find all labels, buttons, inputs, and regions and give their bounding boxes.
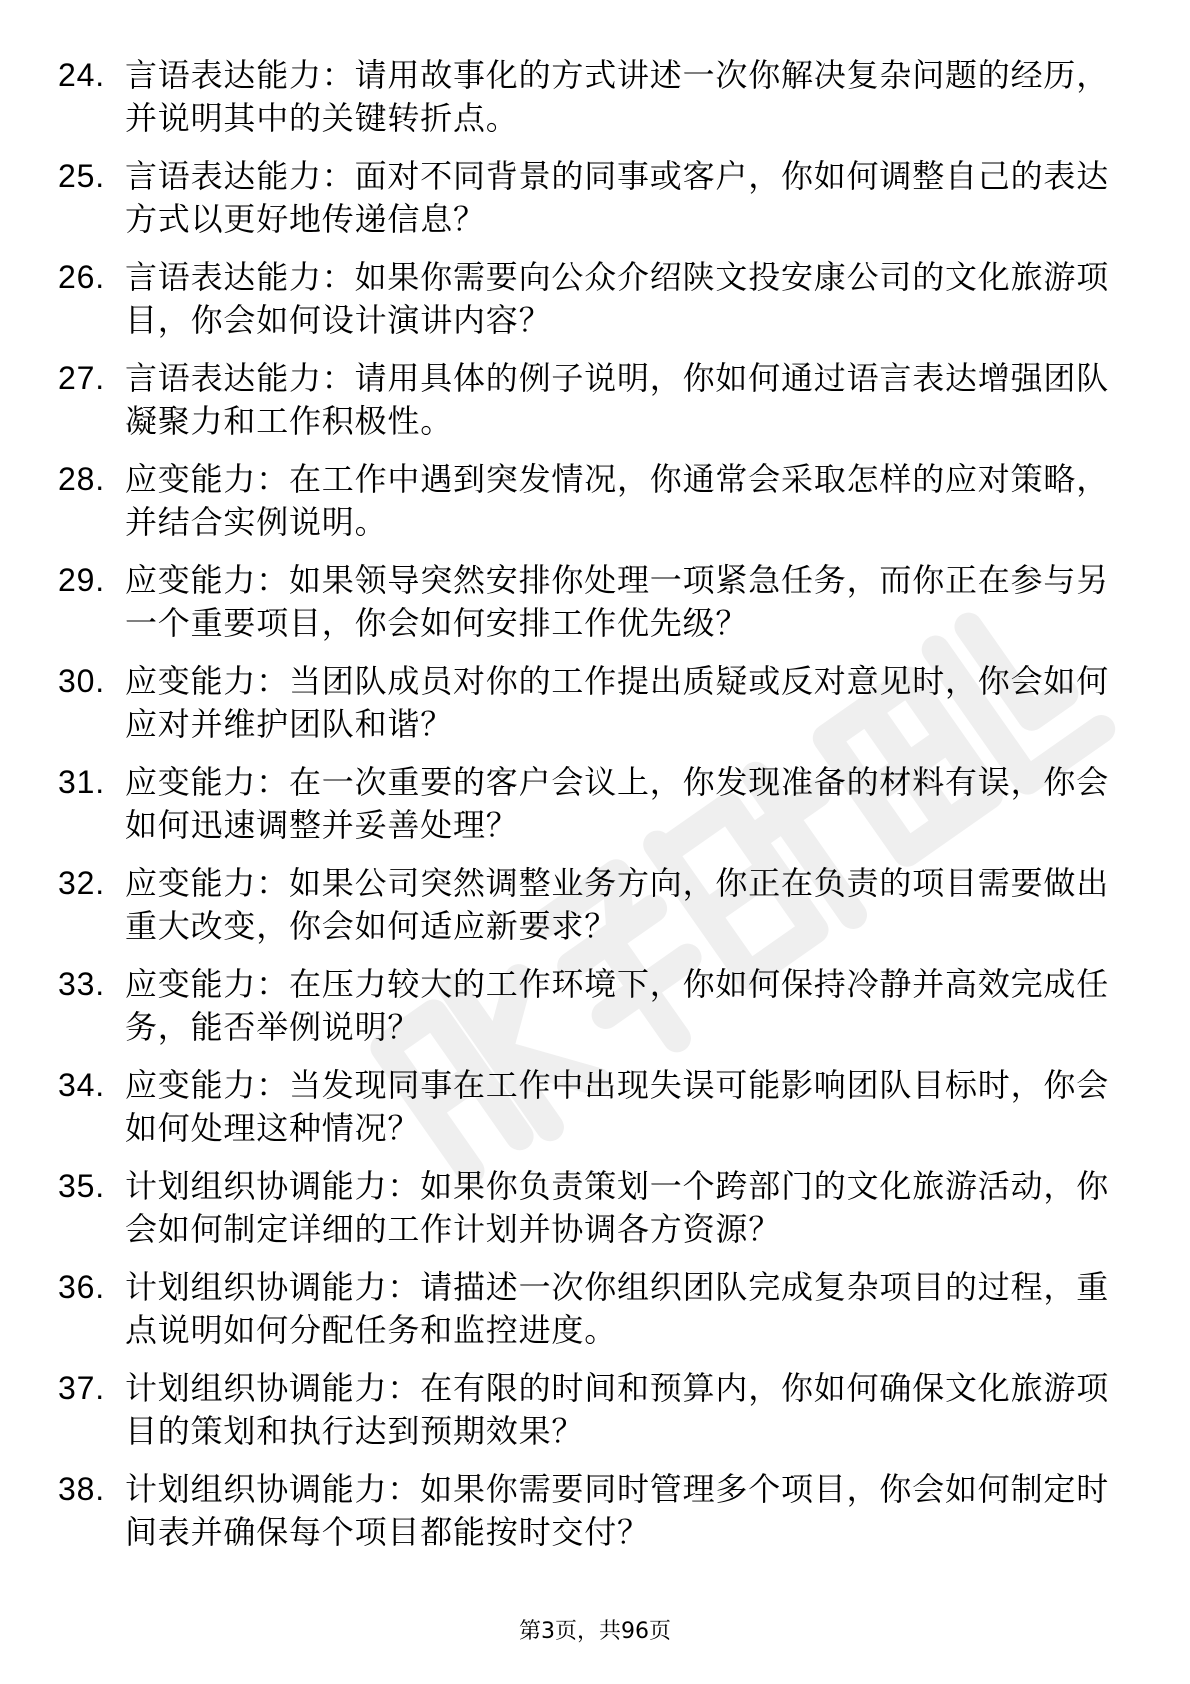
question-text: 应变能力：在压力较大的工作环境下，你如何保持冷静并高效完成任务，能否举例说明？ [125, 965, 1110, 1046]
question-item-36 [58, 1266, 1118, 1367]
question-item-24 [58, 54, 1118, 155]
question-item-28 [58, 458, 1118, 559]
question-text: 应变能力：当团队成员对你的工作提出质疑或反对意见时，你会如何应对并维护团队和谐？ [125, 662, 1110, 743]
question-number: 37. [58, 1370, 105, 1406]
question-item-30 [58, 660, 1118, 761]
question-text: 言语表达能力：如果你需要向公众介绍陕文投安康公司的文化旅游项目，你会如何设计演讲内容？ [125, 258, 1110, 339]
question-number: 36. [58, 1269, 105, 1305]
question-item-31 [58, 761, 1118, 862]
question-text: 言语表达能力：请用具体的例子说明，你如何通过语言表达增强团队凝聚力和工作积极性。 [125, 359, 1110, 440]
question-item-38 [58, 1468, 1118, 1569]
page-number: 第3页，共96页 [519, 1619, 671, 1644]
question-item-27 [58, 357, 1118, 458]
question-item-35 [58, 1165, 1118, 1266]
question-item-37 [58, 1367, 1118, 1468]
question-text: 应变能力：当发现同事在工作中出现失误可能影响团队目标时，你会如何处理这种情况？ [125, 1066, 1110, 1147]
question-item-25 [58, 155, 1118, 256]
question-number: 32. [58, 865, 105, 901]
question-number: 33. [58, 966, 105, 1002]
question-text: 应变能力：在工作中遇到突发情况，你通常会采取怎样的应对策略，并结合实例说明。 [125, 460, 1110, 541]
question-text: 计划组织协调能力：请描述一次你组织团队完成复杂项目的过程，重点说明如何分配任务和监控进度。 [125, 1268, 1110, 1349]
question-item-26 [58, 256, 1118, 357]
question-item-33 [58, 963, 1118, 1064]
question-item-32 [58, 862, 1118, 963]
question-number: 29. [58, 562, 105, 598]
question-number: 31. [58, 764, 105, 800]
question-number: 25. [58, 158, 105, 194]
question-text: 计划组织协调能力：在有限的时间和预算内，你如何确保文化旅游项目的策划和执行达到预期效果？ [125, 1369, 1110, 1450]
question-item-29 [58, 559, 1118, 660]
question-text: 言语表达能力：请用故事化的方式讲述一次你解决复杂问题的经历，并说明其中的关键转折点。 [125, 56, 1110, 137]
question-number: 24. [58, 57, 105, 93]
question-text: 言语表达能力：面对不同背景的同事或客户，你如何调整自己的表达方式以更好地传递信息？ [125, 157, 1110, 238]
question-number: 30. [58, 663, 105, 699]
question-item-34 [58, 1064, 1118, 1165]
question-list [58, 54, 1118, 1569]
question-number: 28. [58, 461, 105, 497]
question-text: 应变能力：如果领导突然安排你处理一项紧急任务，而你正在参与另一个重要项目，你会如何安排工作优先级？ [125, 561, 1110, 642]
question-text: 应变能力：在一次重要的客户会议上，你发现准备的材料有误，你会如何迅速调整并妥善处理？ [125, 763, 1110, 844]
question-text: 计划组织协调能力：如果你负责策划一个跨部门的文化旅游活动，你会如何制定详细的工作计划并协调各方资源？ [125, 1167, 1110, 1248]
question-number: 26. [58, 259, 105, 295]
question-number: 38. [58, 1471, 105, 1507]
question-text: 计划组织协调能力：如果你需要同时管理多个项目，你会如何制定时间表并确保每个项目都能按时交付？ [125, 1470, 1110, 1551]
question-number: 27. [58, 360, 105, 396]
question-number: 35. [58, 1168, 105, 1204]
question-text: 应变能力：如果公司突然调整业务方向，你正在负责的项目需要做出重大改变，你会如何适应新要求？ [125, 864, 1110, 945]
question-number: 34. [58, 1067, 105, 1103]
